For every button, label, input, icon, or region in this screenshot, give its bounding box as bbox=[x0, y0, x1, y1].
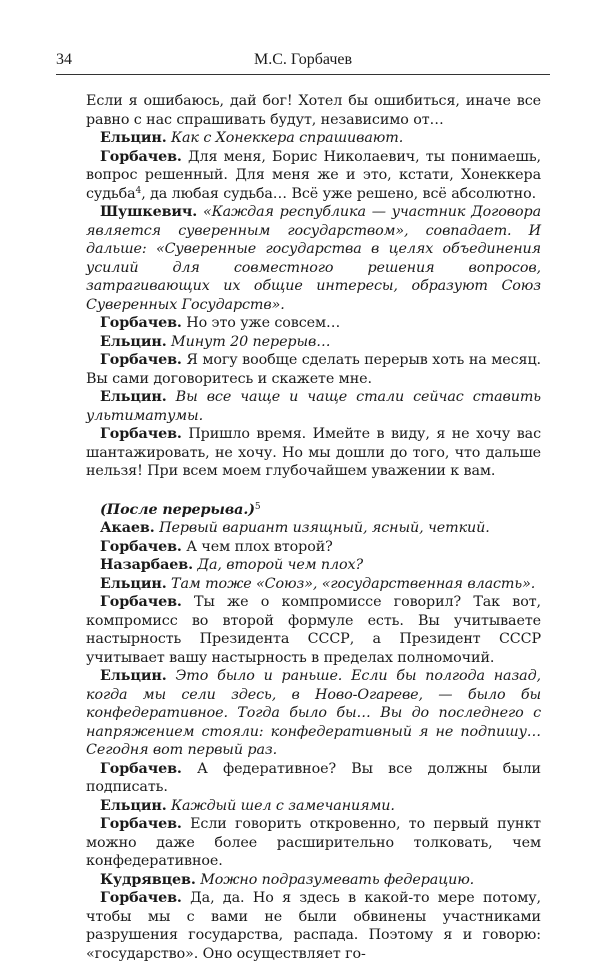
speaker-name: Горбачев. bbox=[100, 352, 182, 368]
header-rule bbox=[56, 74, 550, 75]
page-body bbox=[86, 92, 541, 963]
paragraph bbox=[86, 871, 541, 890]
running-header bbox=[56, 50, 550, 70]
footnote-marker: 4 bbox=[135, 185, 142, 196]
utterance: Пришло время. Имейте в виду, я не хочу вас шантажировать, не хочу. Но мы дошли до того, что дальше нельзя! При всем моем глубочайшем уважении к вам. bbox=[86, 426, 542, 479]
utterance: , да любая судьба… Всё уже решено, всё абсолютно. bbox=[141, 185, 537, 202]
utterance: А чем плох второй? bbox=[186, 538, 333, 555]
break-note bbox=[86, 501, 541, 520]
speaker-name: Ельцин. bbox=[100, 668, 167, 684]
utterance: Я могу вообще сделать перерыв хоть на месяц. Вы сами договоритесь и скажете мне. bbox=[86, 352, 541, 387]
stage-direction: (После перерыва.) bbox=[100, 501, 255, 518]
paragraph bbox=[86, 889, 541, 963]
paragraph bbox=[86, 148, 541, 204]
speaker-name: Горбачев. bbox=[100, 148, 182, 165]
utterance: Это было и раньше. Если бы полгода назад, когда мы сели здесь, в Ново-Огареве, — было бы конфедеративное. Тогда было бы… Вы до последнего с напряжением стояли: конфедеративный я не подпишу… Сегодня вот первый раз. bbox=[86, 668, 542, 758]
paragraph bbox=[86, 538, 541, 557]
running-title: М.С. Горбачев bbox=[253, 51, 353, 68]
utterance: Минут 20 перерыв… bbox=[171, 333, 331, 350]
utterance: «Каждая республика — участник Договора является суверенным государством», совпадает. И дальше: «Суверенные государства в целях объединения усилий для совместного решения вопросов, затрагивающих их общие интересы, образуют Союз Суверенных Государств». bbox=[86, 204, 541, 313]
speaker-name: Горбачев. bbox=[100, 594, 182, 610]
speaker-name: Кудрявцев. bbox=[100, 871, 196, 888]
paragraph bbox=[86, 797, 541, 816]
speaker-name: Шушкевич. bbox=[100, 204, 198, 220]
paragraph bbox=[86, 556, 541, 575]
utterance: Если говорить откровенно, то первый пункт можно даже более расширительно толковать, чем конфедеративное. bbox=[86, 816, 541, 869]
speaker-name: Ельцин. bbox=[100, 575, 167, 592]
speaker-name: Назарбаев. bbox=[100, 557, 193, 573]
paragraph: Если я ошибаюсь, дай бог! Хотел бы ошибиться, иначе все равно с нас спрашивать будут, независимо от… bbox=[86, 93, 541, 128]
utterance: Первый вариант изящный, ясный, четкий. bbox=[159, 520, 490, 536]
paragraph bbox=[86, 388, 541, 425]
utterance: Можно подразумевать федерацию. bbox=[200, 871, 475, 888]
utterance: Вы все чаще и чаще стали сейчас ставить ультиматумы. bbox=[86, 389, 541, 424]
page-number: 34 bbox=[56, 51, 72, 68]
speaker-name: Ельцин. bbox=[100, 389, 167, 405]
utterance: Каждый шел с замечаниями. bbox=[171, 797, 395, 814]
speaker-name: Горбачев. bbox=[100, 538, 182, 555]
paragraph bbox=[86, 314, 541, 333]
utterance: Для меня, Борис Николаевич, ты понимаешь, вопрос решенный. Для меня же и это, кстати, Хонеккера судьба bbox=[86, 148, 541, 202]
utterance: Да, да. Но я здесь в какой-то мере потому, чтобы мы с вами не были обвинены участниками разрушения государства, распада. Поэтому я и говорю: «государство». Оно осуществляет го- bbox=[86, 890, 541, 962]
section-gap bbox=[86, 481, 541, 501]
paragraph bbox=[86, 351, 541, 388]
utterance: Да, второй чем плох? bbox=[197, 557, 364, 573]
paragraph bbox=[86, 333, 541, 352]
speaker-name: Ельцин. bbox=[100, 797, 167, 814]
paragraph bbox=[86, 760, 541, 797]
footnote-marker: 5 bbox=[254, 501, 261, 512]
speaker-name: Горбачев. bbox=[100, 760, 182, 777]
utterance: Как с Хонеккера спрашивают. bbox=[171, 130, 404, 146]
speaker-name: Ельцин. bbox=[100, 333, 167, 350]
paragraph bbox=[86, 575, 541, 594]
paragraph bbox=[86, 203, 541, 314]
paragraph bbox=[86, 519, 541, 538]
utterance: Там тоже «Союз», «государственная власть». bbox=[171, 575, 536, 592]
utterance: Но это уже совсем… bbox=[186, 315, 341, 331]
utterance: Ты же о компромиссе говорил? Так вот, компромисс во второй формуле есть. Вы учитываете настырность Президента СССР, а Президент СССР учитывает вашу настырность в пределах полномочий. bbox=[86, 594, 541, 666]
paragraph bbox=[86, 667, 541, 760]
speaker-name: Горбачев. bbox=[100, 315, 182, 331]
paragraph bbox=[86, 425, 541, 481]
paragraph bbox=[86, 593, 541, 667]
speaker-name: Горбачев. bbox=[100, 890, 182, 906]
speaker-name: Ельцин. bbox=[100, 130, 167, 146]
utterance: А федеративное? Вы все должны были подписать. bbox=[86, 760, 541, 795]
paragraph bbox=[86, 815, 541, 871]
paragraph bbox=[86, 129, 541, 148]
speaker-name: Акаев. bbox=[100, 520, 155, 536]
speaker-name: Горбачев. bbox=[100, 426, 182, 442]
speaker-name: Горбачев. bbox=[100, 816, 182, 832]
